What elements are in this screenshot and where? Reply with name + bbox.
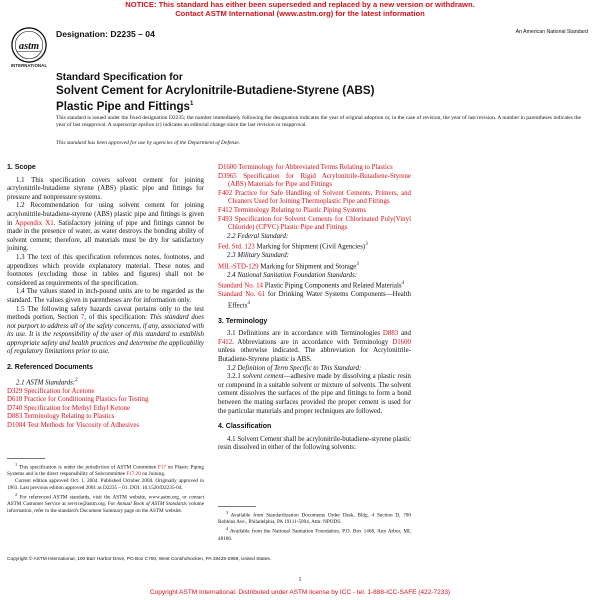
astm-ref-code-link[interactable]: D3965 — [218, 172, 237, 180]
referenced-docs-heading: 2. Referenced Documents — [7, 364, 93, 372]
para-2-2: 2.2 Federal Standard: — [227, 232, 289, 240]
para-2-3: 2.3 Military Standard: — [227, 252, 289, 260]
dod-approval-statement: This standard has been approved for use by agencies of the Department of Defense. — [56, 140, 241, 146]
classification-heading: 4. Classification — [218, 423, 272, 431]
astm-ref-item — [218, 190, 411, 207]
title-line-3: Plastic Pipe and Fittings — [56, 99, 190, 113]
title-line-1: Standard Specification for — [56, 72, 183, 83]
astm-ref-item — [218, 164, 411, 173]
astm-ref-title[interactable]: Terminology Relating to Plastics — [23, 413, 115, 421]
astm-ref-title[interactable]: Terminology Relating to Plastic Piping Systems — [233, 206, 366, 214]
right-column — [218, 164, 411, 453]
astm-ref-code-link[interactable]: D1084 — [7, 421, 26, 429]
astm-ref-item — [7, 413, 204, 422]
mil-std-ref: MIL-STD-129 Marking for Shipment and Storage$^3$ — [218, 261, 359, 271]
astm-ref-code-link[interactable]: F412 — [218, 206, 233, 214]
astm-ref-code-link[interactable]: D883 — [7, 413, 23, 421]
section-7-link[interactable]: 7 — [80, 314, 85, 322]
page-number: 1 — [298, 577, 302, 583]
terminology-heading: 3. Terminology — [218, 317, 268, 325]
astm-ref-title[interactable]: Specification for Solvent Cements for Chlorinated Poly(Vinyl Chloride) (CPVC) Plastic Pipe and Fittings — [228, 215, 411, 232]
designation: Designation: D2235 – 04 — [56, 29, 155, 39]
nsf-standard-14-link[interactable]: Standard No. 14 — [218, 282, 263, 290]
footnote-1-edition: Current edition approved Oct. 1, 2004. Published October 2004. Originally approved in 1963. Last previous edition approved 2001 as D2235 – 01. DOI: 10.1520/D2235-04. — [7, 478, 204, 491]
astm-ref-item — [7, 388, 204, 397]
astm-ref-item — [7, 405, 204, 414]
para-1-5: 1.5 The following safety hazards caveat pertains only to the test methods portion, Section 7, of this specification: This standard does not purport to address all of the safety concerns, if any, associated with its use. It is the responsibility of the user of this standard to establish appropriate safety and health practices and determine the applicability of regulatory limitations prior to use. — [7, 305, 204, 356]
astm-ref-item — [218, 173, 411, 190]
supersede-notice — [0, 0, 600, 18]
appendix-x1-link[interactable]: Appendix X1 — [15, 219, 54, 227]
copyright-line: Copyright © ASTM International, 100 Barr Harbor Drive, PO Box C700, West Conshohocken, PA 19428-2959, United States. — [7, 557, 272, 562]
logo-caption: INTERNATIONAL — [10, 63, 48, 68]
astm-ref-item — [218, 207, 411, 216]
para-1-4: 1.4 The values stated in inch-pound units are to be regarded as the standard. The values given in parentheses are for information only. — [7, 288, 204, 304]
astm-reference-list-continued — [218, 164, 411, 233]
fed-std-123-link[interactable]: Fed. Std. 123 — [218, 243, 255, 251]
astm-ref-title[interactable]: Specification for Methyl Ethyl Ketone — [24, 404, 131, 412]
para-3-2: 3.2 Definition of Term Specific to This Standard: — [227, 364, 362, 372]
document-title — [56, 72, 576, 113]
d1600-term-link[interactable]: D1600 — [392, 338, 411, 346]
astm-ref-code-link[interactable]: F402 — [218, 189, 233, 197]
footnote-divider — [7, 458, 45, 459]
astm-ref-item — [7, 396, 204, 405]
astm-ref-title[interactable]: Practice for Conditioning Plastics for Testing — [24, 396, 149, 404]
national-standard-label: An American National Standard — [515, 29, 588, 35]
astm-ref-code-link[interactable]: D618 — [7, 396, 23, 404]
left-footnotes — [7, 462, 204, 514]
nsf-61-ref: Standard No. 61 for Drinking Water Systems Components—Health Effects$^4$ — [218, 291, 412, 310]
astm-ref-title[interactable]: Specification for Acetone — [24, 387, 95, 395]
astm-ref-item — [218, 216, 411, 233]
para-1-3: 1.3 The text of this specification references notes, footnotes, and appendixes which provide explanatory material. These notes and footnotes (excluding those in tables and figures) shall not be considered as requirements of the specification. — [7, 253, 204, 287]
para-2-1: 2.1 ASTM Standards:$^2$ — [16, 377, 78, 386]
para-3-2-1: 3.2.1 solvent cement—adhesive made by dissolving a plastic resin or compound in a suitable solvent or mixture of solvents. The solvent cement dissolves the surfaces of the pipe and fittings to form a bond between the mating surfaces provided the proper cement is used for the particular materials and proper techniques are followed. — [218, 373, 411, 415]
title-line-2: Solvent Cement for Acrylonitrile-Butadiene-Styrene (ABS) — [56, 84, 375, 97]
astm-ref-title[interactable]: Specification for Rigid Acrylonitrile-Butadiene-Styrene (ABS) Materials for Pipe and Fittings — [228, 172, 411, 189]
fed-std-ref: Fed. Std. 123 Marking for Shipment (Civil Agencies)$^3$ — [218, 242, 368, 251]
astm-ref-title[interactable]: Terminology for Abbreviated Terms Relating to Plastics — [238, 164, 393, 171]
para-2-4: 2.4 National Sanitation Foundation Standards: — [227, 271, 358, 279]
f17-link[interactable]: F17 — [157, 464, 166, 471]
scope-heading: 1. Scope — [7, 164, 36, 171]
mil-std-129-link[interactable]: MIL-STD-129 — [218, 263, 259, 271]
para-1-1: 1.1 This specification covers solvent cement for joining acrylonitrile-butadiene styrene (ABS) plastic pipe and fittings for pressure and nonpressure systems. — [7, 176, 204, 201]
footnote-1: $^1$ This specification is under the jurisdiction of ASTM Committee F17 on Plastic Piping Systems and is the direct responsibility of Subcommittee F17.20 on Joining. — [7, 462, 204, 478]
footnote-3: $^3$ Available from Standardization Documents Order Desk, Bldg. 4 Section D, 700 Robbins Ave., Philadelphia, PA 19111-5094, Attn: NPODS. — [218, 510, 411, 526]
astm-ref-title[interactable]: Test Methods for Viscosity of Adhesives — [27, 421, 140, 429]
license-banner: Copyright ASTM International. Distributed under ASTM license by ICC - tel. 1-888-ICC-SAFE (422-7233) — [149, 589, 451, 596]
astm-ref-code-link[interactable]: D740 — [7, 404, 23, 412]
left-column — [7, 164, 204, 431]
right-footnotes — [218, 510, 411, 542]
astm-reference-list — [7, 388, 204, 431]
footnote-divider-right — [218, 506, 256, 507]
astm-ref-code-link[interactable]: F493 — [218, 215, 233, 223]
para-3-1: 3.1 Definitions are in accordance with Terminologies D883 and F412. Abbreviations are in accordance with Terminology D1600 unless otherwise indicated. The abbreviation for Acrylonitrile-Butadiene-Styrene plastic is ABS. — [218, 330, 411, 364]
d883-term-link[interactable]: D883 — [382, 330, 399, 338]
f17-20-link[interactable]: F17.20 — [126, 471, 141, 478]
astm-ref-title[interactable]: Practice for Safe Handling of Solvent Cements, Primers, and Cleaners Used for Joining Thermoplastic Pipe and Fittings — [228, 189, 411, 206]
astm-ref-code-link[interactable]: D329 — [7, 387, 23, 395]
issued-statement: This standard is issued under the fixed designation D2235; the number immediately following the designation indicates the year of original adoption or, in the case of revision, the year of last revision. A number in parentheses indicates the year of last reapproval. A superscript epsilon (ε) indicates an editorial change since the last revision or reapproval. — [56, 115, 581, 129]
title-footnote-mark: 1 — [190, 100, 194, 107]
astm-ref-code-link[interactable]: D1600 — [218, 164, 237, 171]
astm-logo — [10, 26, 48, 64]
para-1-2: 1.2 Recommendation for using solvent cement for joining acrylonitrile-butadiene-styrene (ABS) plastic pipe and fittings is given in Appendix X1. Satisfactory joining of pipe and fittings cannot be made in the presence of water, as water destroys the bonding ability of solvent cement; therefore, all materials must be dry for satisfactory joining. — [7, 202, 205, 253]
nsf-14-ref: Standard No. 14 Plastic Piping Components and Related Materials$^4$ — [218, 281, 405, 290]
footnote-4: $^4$ Available from the National Sanitation Foundation, P.O. Box 1468, Ann Arbor, MI, 48106. — [218, 526, 411, 542]
footnote-2: $^2$ For referenced ASTM standards, visit the ASTM website, www.astm.org, or contact ASTM Customer Service at service@astm.org. For Annual Book of ASTM Standards volume information, refer to the standard's Document Summary page on the ASTM website. — [7, 491, 205, 514]
svg-text:astm: astm — [18, 40, 40, 52]
astm-ref-item — [7, 422, 204, 431]
notice-line-2: Contact ASTM International (www.astm.org) for the latest information — [175, 9, 425, 18]
para-4-1: 4.1 Solvent Cement shall be acrylonitrile-butadiene-styrene plastic resin dissolved in either of the following solvents: — [218, 435, 411, 452]
notice-line-1: NOTICE: This standard has either been superseded and replaced by a new version or withdrawn. — [125, 0, 475, 9]
f412-term-link[interactable]: F412 — [218, 338, 233, 346]
nsf-standard-61-link[interactable]: Standard No. 61 — [218, 291, 266, 299]
